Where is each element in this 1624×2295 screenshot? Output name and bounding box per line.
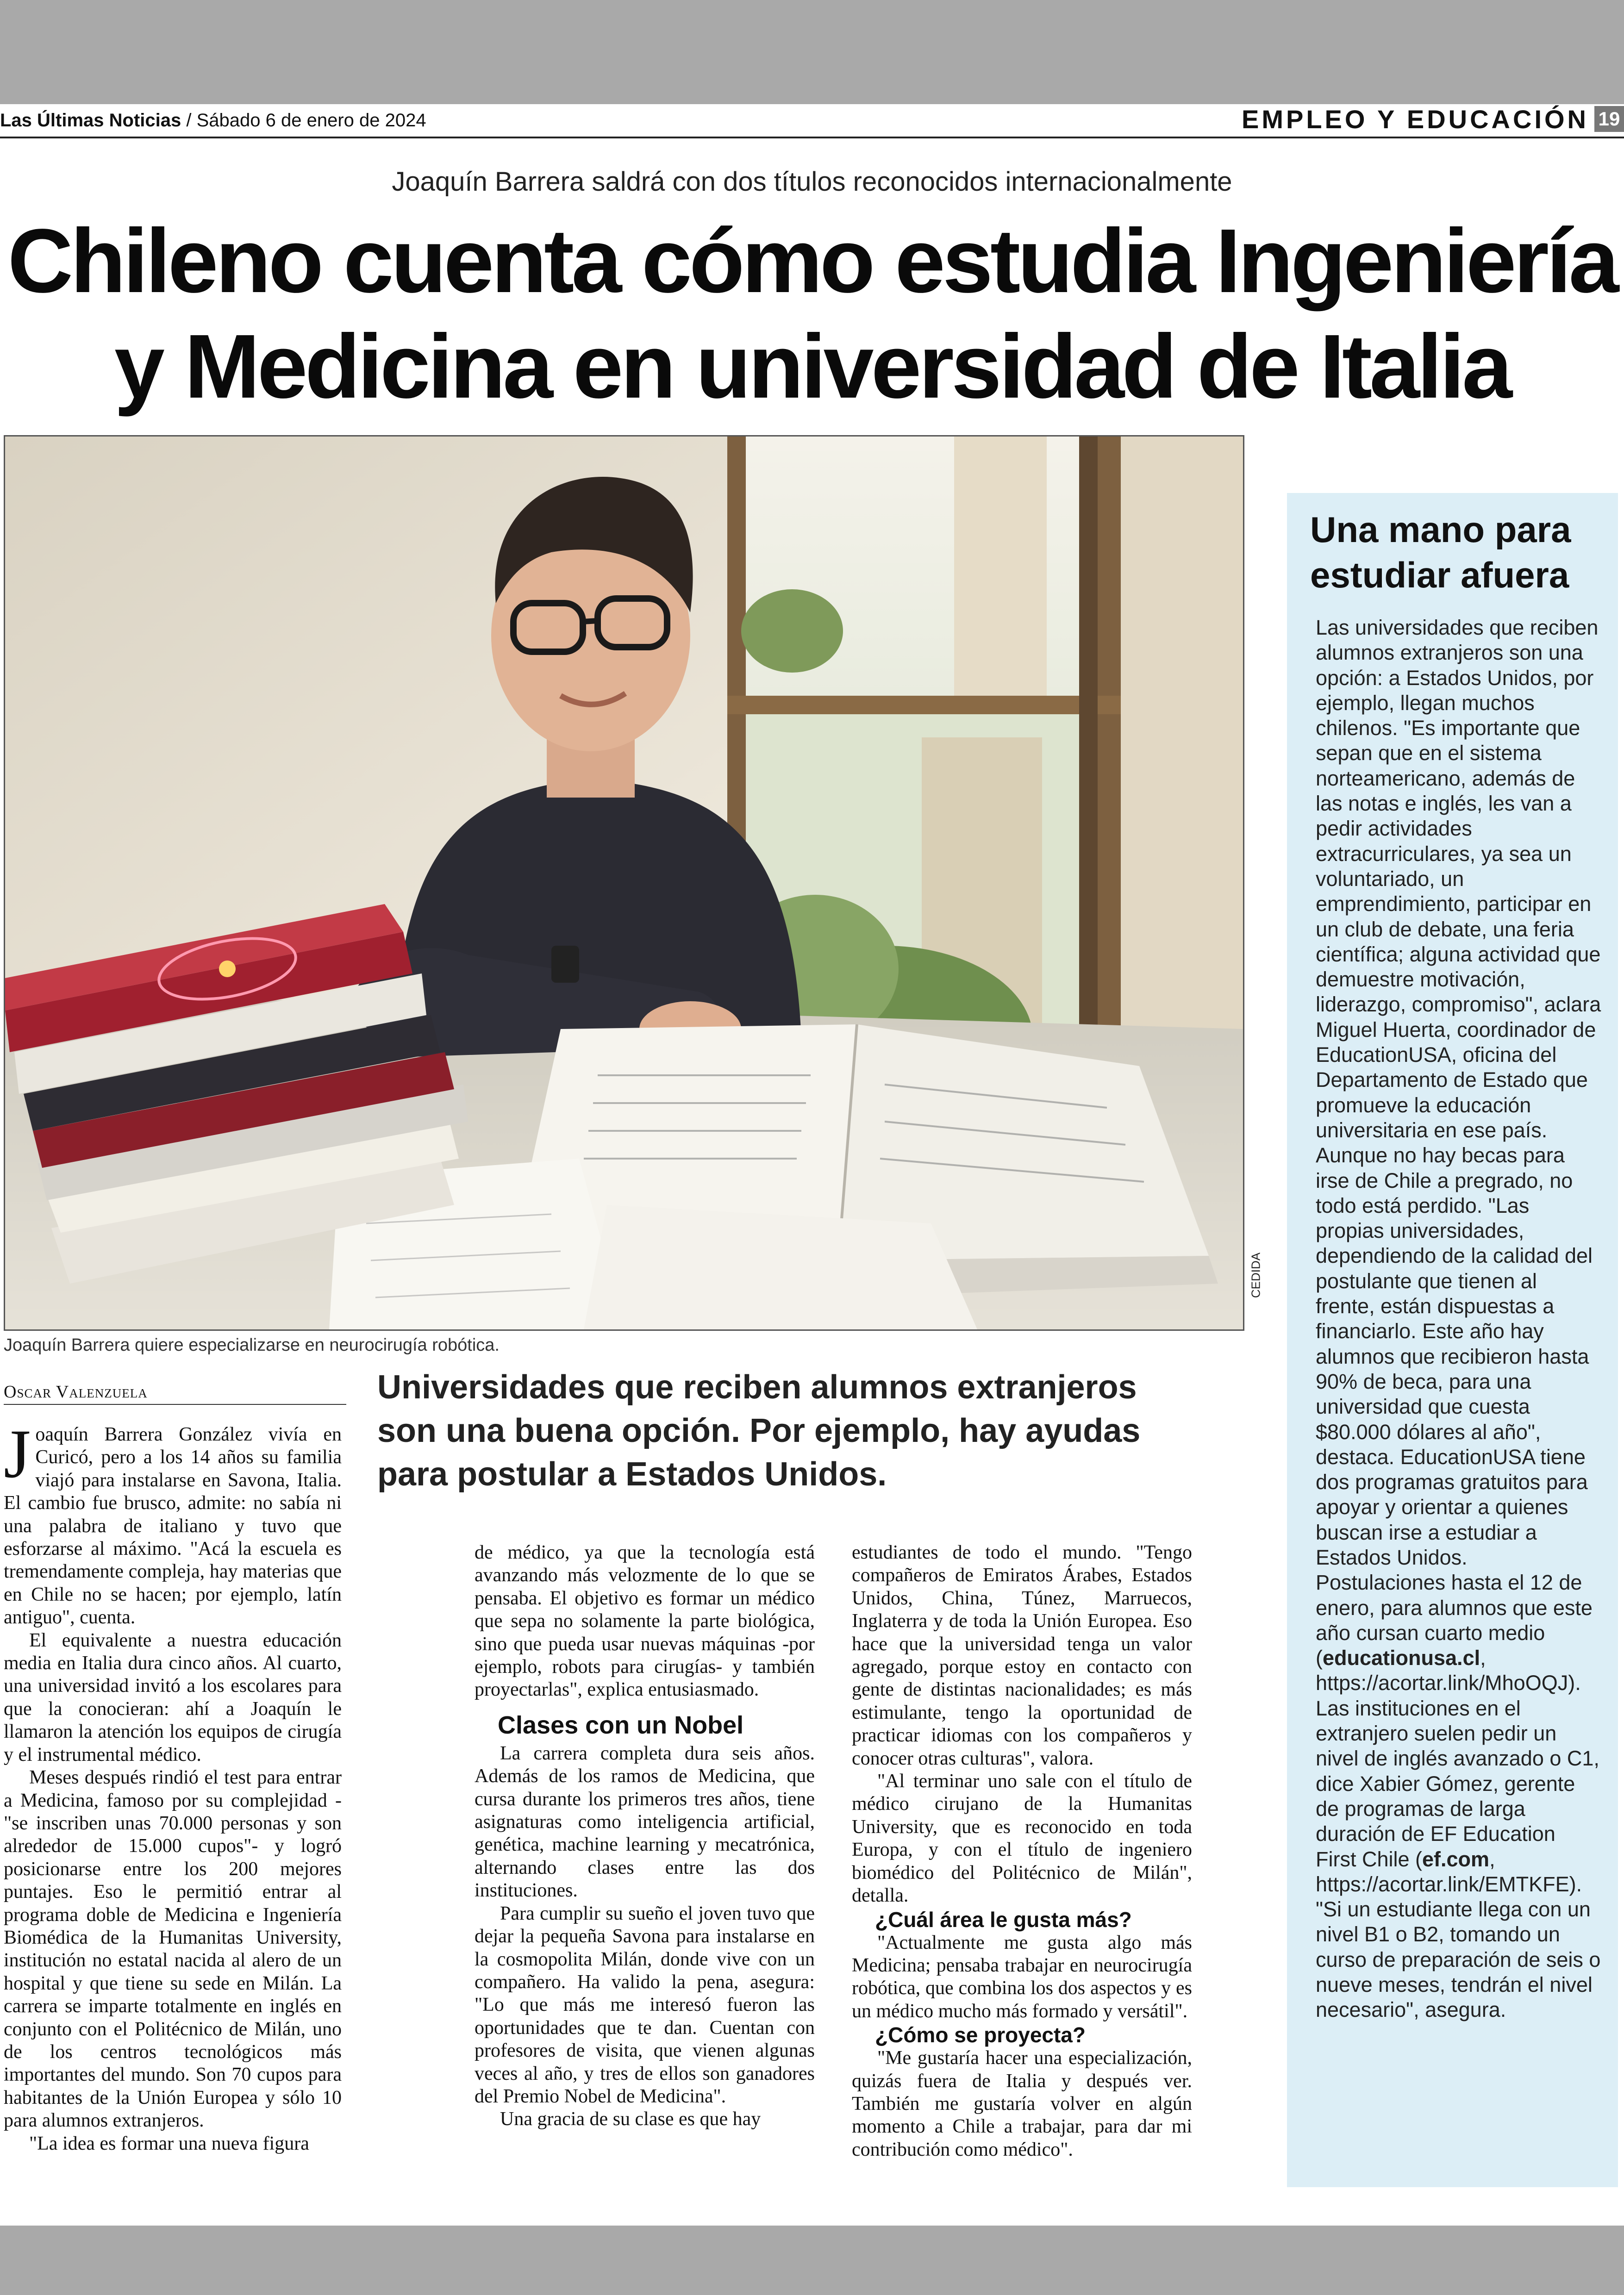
link-ef: ef.com (1422, 1847, 1490, 1871)
article-photo (4, 435, 1244, 1331)
question-future: ¿Cómo se proyecta? (875, 2023, 1086, 2047)
paragraph: "Actualmente me gusta algo más Medicina; pensaba trabajar en neurocirugía robótica, que combina los dos aspectos y es un médico mucho más formado y versátil". (852, 1932, 1192, 2022)
question-area: ¿Cuál área le gusta más? (875, 1907, 1132, 1932)
paragraph: Joaquín Barrera González vivía en Curicó, pero a los 14 años su familia viajó para instalarse en Savona, Italia. El cambio fue brusco, admite: no sabía ni una palabra de italiano y tuvo que esforzarse al máximo. "Acá la escuela es tremendamente compleja, hay materias que en Chile no se hacen; por ejemplo, latín antiguo", cuenta. (4, 1416, 342, 1628)
photo-credit: CEDIDA (1249, 1252, 1263, 1298)
sidebar-title: Una mano para estudiar afuera (1310, 509, 1571, 595)
drop-cap: J (4, 1416, 31, 1492)
header-separator: / (181, 110, 197, 131)
paragraph: "Me gustaría hacer una especialización, quizás fuera de Italia y después ver. También me gustaría volver en algún momento a Chile a trabajar, para dar mi contribución como médico". (852, 2047, 1192, 2160)
byline: Oscar Valenzuela (4, 1382, 346, 1405)
headline-line-1: Chileno cuenta cómo estudia Ingeniería (7, 210, 1617, 312)
photo-caption: Joaquín Barrera quiere especializarse en neurocirugía robótica. (4, 1335, 500, 1355)
top-margin (0, 0, 1624, 104)
paragraph: Para cumplir su sueño el joven tuvo que dejar la pequeña Savona para instalarse en la cosmopolita Milán, donde vive con un compañero. Ha valido la pena, asegura: "Lo que más me interesó fueron las oportunidades que te dan. Cuentan con profesores de visita, que vienen algunas veces al año, y tres de ellos son ganadores del Premio Nobel de Medicina". (475, 1902, 815, 2107)
link-educationusa: educationusa.cl (1323, 1646, 1480, 1670)
header-publication (0, 109, 426, 132)
paragraph: Meses después rindió el test para entrar a Medicina, famoso por su complejidad -"se inscriben unas 70.000 personas y son alrededor de 15.000 cupos"- y logró posicionarse entre los 200 mejores puntajes. Eso le permitió entrar al programa doble de Medicina e Ingeniería Biomédica de la Humanitas University, institución no estatal nacida al alero de un hospital y que tiene su sede en Milán. La carrera se imparte totalmente en inglés en conjunto con el Politécnico de Milán, uno de los centros tecnológicos más importantes del mundo. Son 70 cupos para habitantes de la Unión Europea y sólo 10 para alumnos extranjeros. (4, 1767, 342, 2132)
article-headline (0, 208, 1624, 419)
paragraph: "Al terminar uno sale con el título de médico cirujano de la Humanitas University, que es reconocido en toda Europa, y con el título de ingeniero biomédico del Politécnico de Milán", detalla. (852, 1771, 1192, 1907)
header-section (1242, 104, 1624, 134)
sidebar-text: Las universidades que reciben alumnos extranjeros son una opción: a Estados Unidos, por ejemplo, llegan muchos chilenos. "Es importante que sepan que en el sistema norteamericano, además de las notas e inglés, les van a pedir actividades extracurriculares, ya sea un voluntariado, un emprendimiento, participar en un club de debate, una feria científica; alguna actividad que demuestre motivación, liderazgo, compromiso", aclara Miguel Huerta, coordinador de EducationUSA, oficina del Departamento de Estado que promueve la educación universitaria en ese país. Aunque no hay becas para irse de Chile a pregrado, no todo está perdido. "Las propias universidades, dependiendo de la calidad del postulante que tienen al frente, están dispuestas a financiarlo. Este año hay alumnos que recibieron hasta 90% de beca, para una universidad que cuesta $80.000 dólares al año", destaca. EducationUSA tiene dos programas gratuitos para apoyar y orientar a quienes buscan irse a estudiar a Estados Unidos. Postulaciones hasta el 12 de enero, para alumnos que este año cursan cuarto medio (educationusa.cl, https://acortar.link/MhoOQJ). Las instituciones en el extranjero suelen pedir un nivel de inglés avanzado o C1, dice Xabier Gómez, gerente de programas de larga duración de EF Education First Chile (ef.com, https://acortar.link/EMTKFE). "Si un estudiante llega con un nivel B1 o B2, tomando un curso de preparación de seis o nueve meses, tendrán el nivel necesario", asegura. (1316, 616, 1601, 2022)
publication-name: Las Últimas Noticias (0, 110, 181, 131)
article-deck: Universidades que reciben alumnos extranjeros son una buena opción. Por ejemplo, hay ayudas para postular a Estados Unidos. (377, 1369, 1141, 1493)
article-kicker: Joaquín Barrera saldrá con dos títulos reconocidos internacionalmente (392, 167, 1232, 197)
bottom-margin (0, 2226, 1624, 2295)
publication-date: Sábado 6 de enero de 2024 (196, 110, 426, 131)
paragraph: El equivalente a nuestra educación media en Italia dura cinco años. Al cuarto, una universidad invitó a los escolares para que la conocieran: ahí a Joaquín le llamaron la atención los equipos de cirugía y el instrumental médico. (4, 1629, 342, 1765)
paragraph: estudiantes de todo el mundo. "Tengo compañeros de Emiratos Árabes, Estados Unidos, China, Túnez, Marruecos, Inglaterra y de toda la Unión Europea. Eso hace que la universidad tenga un valor agregado, porque estoy en contacto con gente de distintas nacionalidades; es más estimulante, tengo la oportunidad de practicar idiomas con los compañeros y conocer otras culturas", valora. (852, 1542, 1192, 1769)
headline-line-2: y Medicina en universidad de Italia (114, 316, 1510, 417)
page-number: 19 (1594, 106, 1624, 132)
header-rule (0, 137, 1624, 138)
newspaper-page (0, 104, 1624, 2226)
article-column-3 (852, 1541, 1192, 2161)
sidebar-box (1287, 493, 1618, 2187)
section-name: EMPLEO Y EDUCACIÓN (1241, 104, 1589, 134)
article-column-1 (4, 1416, 342, 2155)
subhead-nobel: Clases con un Nobel (498, 1711, 744, 1739)
paragraph: "La idea es formar una nueva figura (29, 2133, 309, 2154)
article-column-2 (475, 1541, 815, 2131)
paragraph: La carrera completa dura seis años. Además de los ramos de Medicina, que cursa durante los primeros tres años, tiene asignaturas como inteligencia artificial, genética, machine learning y mecatrónica, alternando clases entre las dos instituciones. (475, 1742, 815, 1902)
paragraph: Una gracia de su clase es que hay (500, 2108, 761, 2130)
paragraph: de médico, ya que la tecnología está avanzando más velozmente de lo que se pensaba. El objetivo es formar un médico que sepa no solamente la parte biológica, sino que pueda usar nuevas máquinas -por ejemplo, robots para cirugías- y también proyectarlas", explica entusiasmado. (475, 1542, 815, 1701)
